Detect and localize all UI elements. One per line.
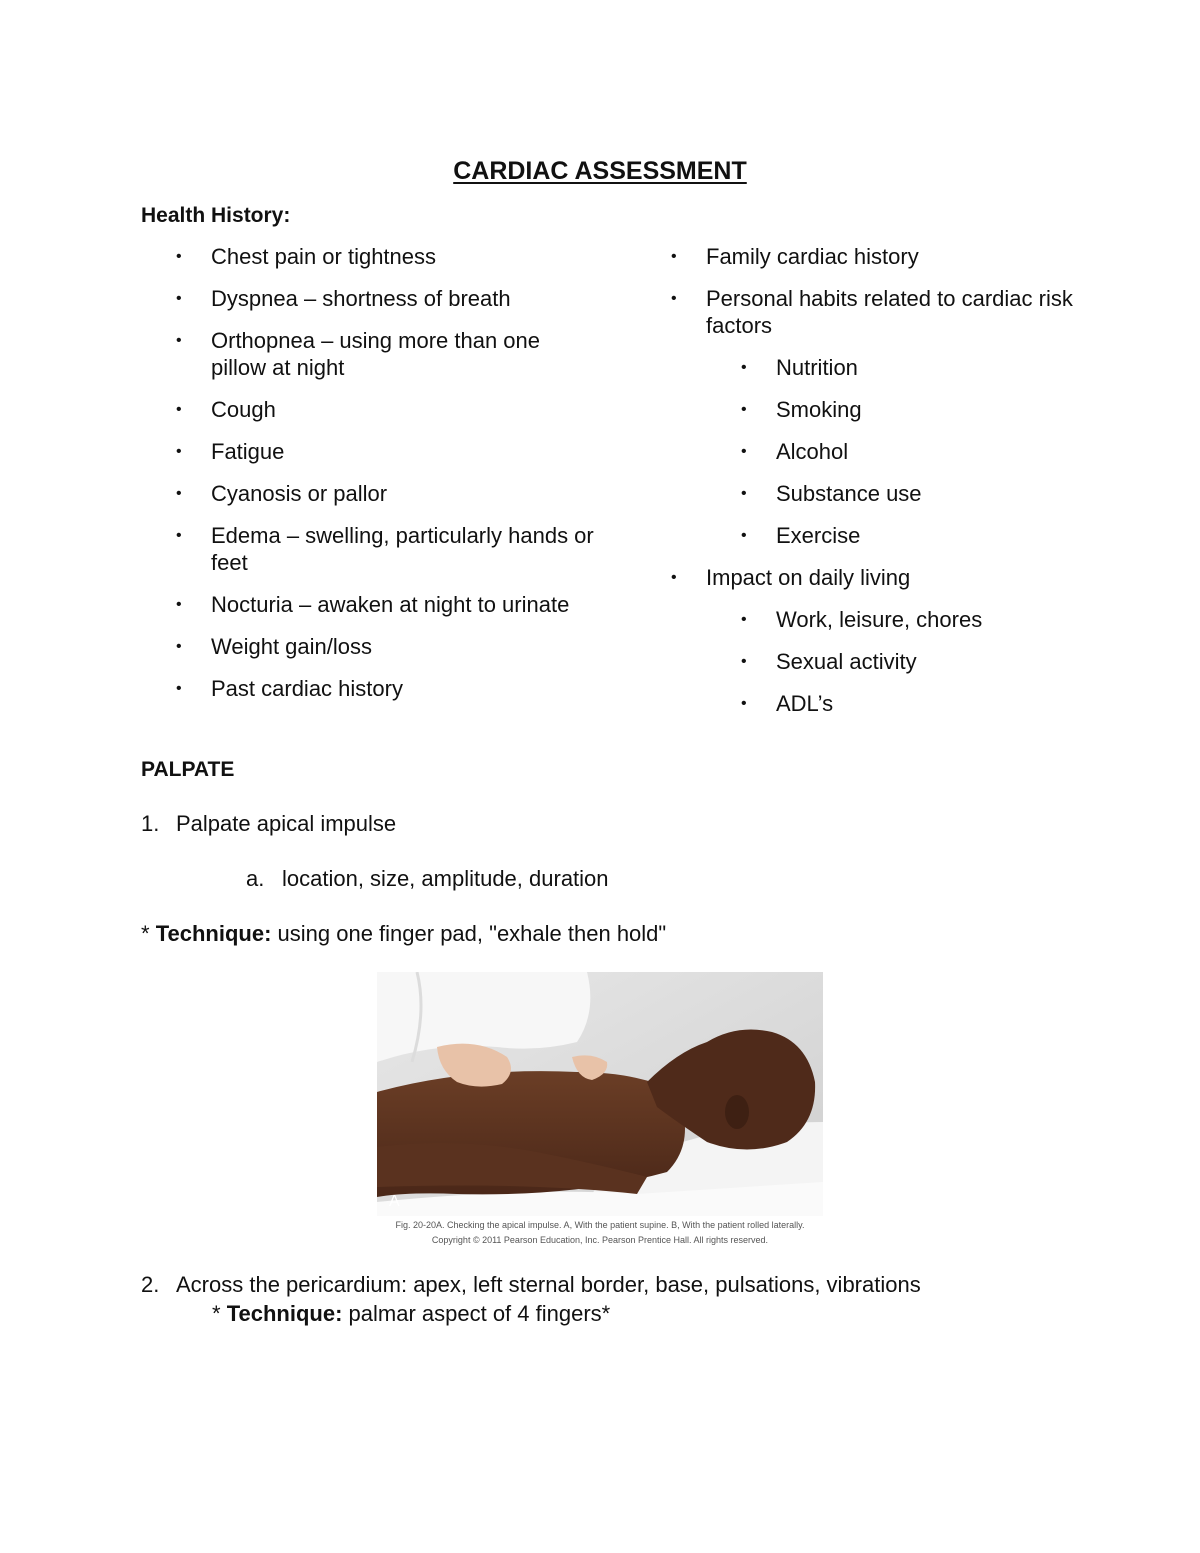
list-item: • Dyspnea – shortness of breath: [176, 286, 511, 311]
list-item: • Chest pain or tightness: [176, 244, 437, 269]
bullet-icon: •: [741, 653, 747, 670]
sub-list-item: • Sexual activity: [741, 649, 917, 674]
bullet-icon: •: [741, 611, 747, 628]
figure-copyright: Copyright © 2011 Pearson Education, Inc. Pearson Prentice Hall. All rights reserved.: [431, 1235, 769, 1245]
bullet-icon: •: [176, 401, 182, 418]
bullet-icon: •: [176, 680, 182, 697]
bullet-icon: •: [741, 443, 747, 460]
list-item: • Nocturia – awaken at night to urinate: [176, 592, 570, 617]
sub-list-item: • Alcohol: [741, 439, 849, 464]
asterisk: *: [212, 1301, 221, 1326]
technique-text: palmar aspect of 4 fingers*: [348, 1301, 611, 1326]
bullet-icon: •: [176, 248, 182, 265]
list-item: • Cough: [176, 397, 276, 422]
apical-impulse-photo: [377, 972, 823, 1216]
bullet-icon: •: [176, 596, 182, 613]
bullet-icon: •: [176, 290, 182, 307]
list-item: • Fatigue: [176, 439, 285, 464]
step-2-text: Across the pericardium: apex, left sternal border, base, pulsations, vibrations: [176, 1272, 921, 1297]
bullet-icon: •: [176, 485, 182, 502]
list-item: • Family cardiac history: [671, 244, 919, 269]
substep-letter: a.: [246, 866, 265, 891]
step-1-text: Palpate apical impulse: [176, 811, 397, 836]
technique-1: [141, 921, 666, 947]
list-item: • Cyanosis or pallor: [176, 481, 388, 506]
sub-list-item: • ADL’s: [741, 691, 834, 716]
health-history-right-list: [671, 243, 1091, 732]
list-item: • Personal habits related to cardiac risk factors: [671, 286, 1073, 338]
sub-list-item: • Exercise: [741, 523, 861, 548]
technique-2: [212, 1301, 610, 1327]
figure-letter: A: [389, 1193, 400, 1210]
list-item: • Impact on daily living: [671, 565, 911, 590]
list-item: • Weight gain/loss: [176, 634, 373, 659]
bullet-icon: •: [176, 638, 182, 655]
list-item: • Edema – swelling, particularly hands or feet: [176, 523, 594, 575]
bullet-icon: •: [741, 527, 747, 544]
step-number: 1.: [141, 811, 160, 836]
page-title: CARDIAC ASSESSMENT: [453, 157, 747, 185]
health-history-heading: Health History:: [141, 204, 291, 227]
sub-list-item: • Work, leisure, chores: [741, 607, 983, 632]
technique-label: Technique:: [226, 1301, 343, 1326]
sub-list-item: • Smoking: [741, 397, 862, 422]
bullet-icon: •: [176, 527, 182, 544]
sub-list-item: • Nutrition: [741, 355, 858, 380]
bullet-icon: •: [176, 443, 182, 460]
bullet-icon: •: [176, 332, 182, 349]
substep-1a-text: location, size, amplitude, duration: [282, 866, 609, 891]
list-item: • Past cardiac history: [176, 676, 403, 701]
bullet-icon: •: [741, 485, 747, 502]
list-item: • Orthopnea – using more than one pillow at night: [176, 328, 541, 380]
asterisk: *: [141, 921, 150, 946]
bullet-icon: •: [741, 695, 747, 712]
technique-label: Technique:: [155, 921, 272, 946]
step-number: 2.: [141, 1272, 160, 1297]
bullet-icon: •: [671, 569, 677, 586]
bullet-icon: •: [671, 248, 677, 265]
bullet-icon: •: [741, 401, 747, 418]
technique-text: using one finger pad, "exhale then hold": [277, 921, 667, 946]
sub-list-item: • Substance use: [741, 481, 922, 506]
palpate-heading: PALPATE: [141, 758, 235, 781]
health-history-left-list: [176, 243, 596, 717]
bullet-icon: •: [671, 290, 677, 307]
bullet-icon: •: [741, 359, 747, 376]
figure-caption: Fig. 20-20A. Checking the apical impulse. A, With the patient supine. B, With the patient rolled laterally.: [395, 1220, 805, 1230]
